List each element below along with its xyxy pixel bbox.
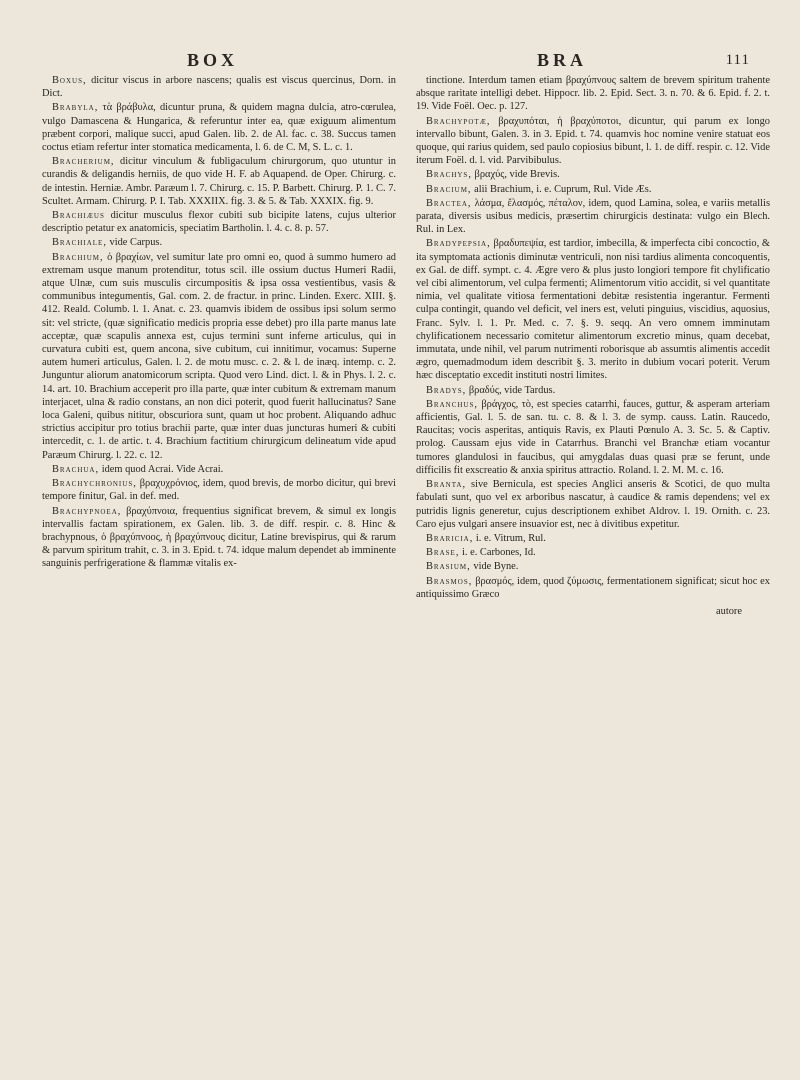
entry-headword: Bractea, [426,197,472,209]
dictionary-entry [416,183,770,196]
catchword: autore [716,605,742,617]
left-column [42,74,396,618]
entry-text: βραχυχρόνιος, idem, quod brevis, de morbo dicitur, qui brevi tempore finitur, Gal. in def. med. [42,478,396,503]
dictionary-entry [42,155,396,208]
dictionary-entry [416,560,770,573]
dictionary-entry [416,197,770,237]
entry-headword: Bradys, [426,384,467,396]
dictionary-entry [416,478,770,531]
dictionary-entry [42,74,396,100]
entry-headword: Brachypotæ, [426,115,491,127]
entry-text: βραδυπεψία, est tardior, imbecilla, & imperfecta cibi concoctio, & ita symptomata actionis diminutæ ventriculi, non nisi tardius alimenta concoquentis, ex Gal. de diff. sympt. c. 4. Ægre vero & plus justo longiori tempore fit chylificatio vel cibi alimentorum, vel culpa fermenti; Alimentorum vitio accidit, si vel quantitate nimia, vel qualitate vitiosa fermentationi debitæ resistentia ingerantur. Fermenti culpa contingit, quando vel deficit, vel iners est, veluti pinguius, viscidius, aquosius, Franc. Sylv. l. 1. Pr. Med. c. 7. §. 9. seqq. An vero omnem imminutam chylificationem necessario comitetur alimentorum excretio minus, quam decebat, immutata, unde nihil, vel parum nutrimenti roborisque ab assumtis alimentis accedit ægro, quemadmodum idem describit §. 3. merito in dubium vocari poterit. Verum hæc disceptatio excedit instituti nostri limites. [416,238,770,382]
dictionary-entry [416,237,770,382]
entry-text: dicitur musculus flexor cubiti sub bicipite latens, cujus ulterior descriptio petatur ex anatomicis, speciatim Bartholin. l. 4. c. 8. p. 57. [42,210,396,235]
entry-headword: Brachiale, [52,237,107,249]
entry-text: βράγχος, τὸ, est species catarrhi, fauces, guttur, & asperam arteriam afficientis, Gal. l. 5. de san. tu. c. 8. & l. 3. de symp. causs. Latin. Raucedo, Raucitas; vocis asperitas, antiquis Ravis, ex Plauti Pœnulo A. 3. Sc. 5. & Captiv. prolog. Caussam ejus vide in Catarrhus. Branchi vel Branchæ etiam vocantur tumores glandulosi in faucibus, qui amygdalas duas quasi præ se ferunt, unde difficilis fit exscreatio & anxia spiritus attractio. Roland. l. 2. M. M. c. 16. [416,398,770,476]
entry-text: dicitur vinculum & fubligaculum chirurgorum, quo utuntur in curandis & deligandis herniis, de quo vide H. F. ab Aquapend. de Oper. Chirurg. c. de intestin. Herniæ. Ambr. Paræum l. 7. Chirurg. c. 15. P. Barbett. Chirurg. P. 1. C. 7. Scultet. Armam. Chirurg. P. I. Tab. XXXIIX. fig. 3. & 5. & Tab. XXXIX. fig. 9. [42,156,396,207]
entry-headword: Braricia, [426,532,474,544]
entry-headword: Bracherium, [52,156,115,168]
dictionary-entry [416,384,770,397]
dictionary-entry [416,546,770,559]
text-columns [42,74,770,618]
dictionary-entry [42,236,396,249]
dictionary-entry [42,101,396,154]
entry-text: βραχυπόται, ἡ βραχύποτοι, dicuntur, qui parum ex longo intervallo bibunt, Galen. 3. in 3. Epid. t. 74. quamvis hoc nomine venire statuat eos quoque, qui rarius quidem, sed paulo copiosius bibunt, l. 1. de diff. respir. c. 12. Vide iterum Foël. d. l. vid. Parvibibulus. [416,115,770,167]
entry-headword: Brachys, [426,169,472,181]
dictionary-entry [42,463,396,476]
entry-headword: Branta, [426,479,467,491]
entry-headword: Brachua, [52,463,100,475]
dictionary-entry [42,209,396,235]
entry-headword: Brase, [426,547,460,559]
entry-text: vide Carpus. [109,237,163,249]
entry-text: ὁ βραχίων, vel sumitur late pro omni eo, quod à summo humero ad extremam usque manum protenditur, totus scil. ille ossium ductus Humeri Radii, atque Ulnæ, cum suis musculis circumpositis & ipsa ossa vestientibus, vasis & communibus integumentis, Gal. com. 2. de fractur. in princ. Linden. Exerc. XIII. §. 412. Reald. Columb. l. 1. Anat. c. 23. quamvis ibidem de ossibus ipsi solum sermo sit: vel stricte, (quæ significatio medicis propria esse debet) pro illa parte manus late acceptæ, quæ scapulis annexa est, cujus termini sunt inferne articulus, qui in curvatura cubiti est, quem ancona, sive cubitum, cui innitimur, vocamus: Superne autem humeri articulus, Galen. l. 2. de motu musc. c. 2. & l. de inæq. intemp. c. 2. Junguntur aliorum anatomicorum scripta. Quod vero Lind. dict. l. & in Phys. l. 2. c. 14. art. 10. Brachium acceperit pro illa parte, quæ inter cubitum & extremam manum interjacet, ulna & radio constans, an non dici poterit, quod fuerit hallucinatus? Sane loca Galeni, quibus nititur, obscuriora sunt, quam ut hoc probent. Aliquando adhuc strictius accipitur pro totius brachii parte, quæ inter duas juncturas humeri & cubiti intercedit, c. 1. de artic. t. 4. Brachium factitium chirurgicum delineatum vide apud Paræum Chirurg. l. 22. c. 12. [42,251,396,461]
entry-headword: Brachychronius, [52,478,137,490]
entry-text: λάσμα, ἔλασμός, πέταλον, idem, quod Lamina, solea, e variis metallis parata, diversis usibus medicis, præsertim chirurgicis destinata: vulgo ein Blech. Rul. in Lex. [416,197,770,236]
entry-text: i. e. Carbones, Id. [462,547,536,559]
entry-headword: Brachium, [52,251,104,263]
entry-text: tinctione. Interdum tamen etiam βραχύπνους saltem de brevem spiritum trahente absque raritate intelligi debet. Hippocr. lib. 2. Epid. Sect. 3. n. 70. & 6. Epid. f. 2. t. 19. Vide Foël. Oec. p. 127. [416,75,770,113]
entry-text: dicitur viscus in arbore nascens; qualis est viscus quercinus, Dorn. in Dict. [42,75,396,100]
entry-headword: Brasium, [426,561,471,573]
dictionary-entry [416,532,770,545]
entry-text: βραδύς, vide Tardus. [468,384,556,396]
page-number: 111 [725,52,750,68]
dictionary-entry [42,251,396,462]
dictionary-entry [416,398,770,477]
entry-headword: Bradypepsia, [426,238,491,250]
dictionary-entry [416,575,770,601]
running-head [42,34,770,74]
entry-headword: Brachiæus [52,210,105,222]
entry-headword: Brasmos, [426,575,473,587]
entry-text: i. e. Vitrum, Rul. [475,532,546,544]
entry-headword: Branchus, [426,398,478,410]
dictionary-entry [416,74,770,114]
entry-text: βραχύς, vide Brevis. [474,169,560,181]
dictionary-entry [416,115,770,168]
dictionary-entry [42,477,396,503]
entry-text: vide Byne. [473,561,519,573]
right-column [416,74,770,618]
entry-text: βρασμός, idem, quod ζύμωσις, fermentationem significat; sicut hoc ex antiquissimo Græco [416,575,770,600]
entry-text: alii Brachium, i. e. Cuprum, Rul. Vide Æs. [474,183,652,195]
entry-headword: Boxus, [52,75,87,86]
entry-text: τὰ βράβυλα, dicuntur pruna, & quidem magna dulcia, atro-cœrulea, vulgo Damascena & Hungarica, & referuntur inter ea, quæ exiguum alimentum præbent corpori, malique succi, apud Galen. lib. 2. de Al. fac. c. 38. Succus tamen coctus etiam refertur inter stomatica medicamenta, l. 6. de C. M, S. L. c. 1. [42,102,396,154]
entry-headword: Brachypnoea, [52,505,122,517]
entry-text: idem quod Acrai. Vide Acrai. [101,463,224,475]
dictionary-entry [416,168,770,181]
entry-headword: Brabyla, [52,102,99,114]
header-left-guide-word: BOX [187,50,239,70]
dictionary-entry [42,505,396,571]
entry-text: βραχύπνοια, frequentius significat brevem, & simul ex longis intervallis factam spirationem, ex Galen. lib. 3. de diff. respir. c. 8. Hinc & brachypnous, ὁ βραχύπνοος, ἡ βραχύπνους dicitur, Latine brevispirus, qui & rarum & parvum spiritum trahit, c. 3. in 3. Epid. t. 74. idque malum dependet ab imminente sanguinis perfrigeratione & flammæ vitalis ex- [42,505,396,570]
entry-text: sive Bernicula, est species Anglici anseris & Scotici, de quo multa fabulati sunt, quo vel ex arboribus nascatur, à caudice & ramis dependens; vel ex putridis lignis generetur, cujus descriptionem exhibet Aldrov. l. 19. Ornith. c. 23. Caro ejus vulgari ansere insuavior est, nec à divitibus expetitur. [416,479,770,530]
header-right-guide-word: BRA [537,50,588,70]
entry-headword: Bracium, [426,183,472,195]
